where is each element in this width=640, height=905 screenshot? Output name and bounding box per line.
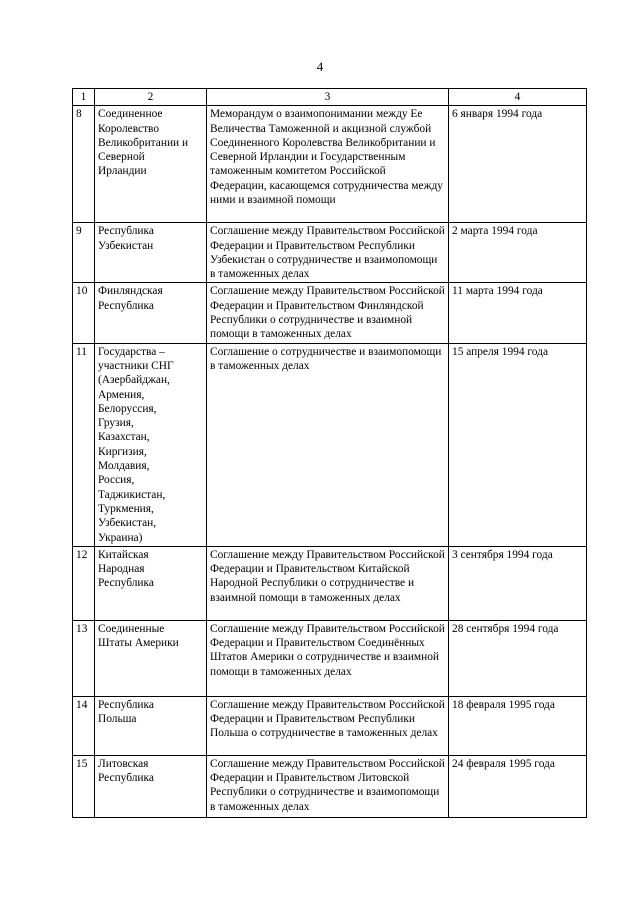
date-cell: 18 февраля 1995 года [449,696,587,755]
row-number: 9 [73,223,95,283]
column-header: 3 [207,89,449,106]
column-header: 4 [449,89,587,106]
row-number: 14 [73,696,95,755]
table-row [73,223,587,283]
row-number: 13 [73,620,95,696]
treaties-table [72,88,587,818]
table-row [73,755,587,817]
date-cell: 2 марта 1994 года [449,223,587,283]
country-cell: Литовская Республика [95,755,207,817]
agreement-cell: Соглашение между Правительством Российской Федерации и Правительством Китайской Народной Республики о сотрудничестве и взаимной помощи в таможенных делах [207,546,449,620]
row-number: 8 [73,106,95,223]
column-header: 1 [73,89,95,106]
agreement-cell: Соглашение между Правительством Российской Федерации и Правительством Финляндской Республики о сотрудничестве и взаимной помощи в таможенных делах [207,283,449,343]
agreement-cell: Соглашение между Правительством Российской Федерации и Правительством Республики Польша о сотрудничестве в таможенных делах [207,696,449,755]
country-cell: Республика Польша [95,696,207,755]
date-cell: 6 января 1994 года [449,106,587,223]
date-cell: 15 апреля 1994 года [449,343,587,546]
agreement-cell: Соглашение между Правительством Российской Федерации и Правительством Республики Узбекистан о сотрудничестве и взаимопомощи в таможенных делах [207,223,449,283]
date-cell: 11 марта 1994 года [449,283,587,343]
country-cell: Республика Узбекистан [95,223,207,283]
table-row [73,106,587,223]
table-row [73,620,587,696]
date-cell: 3 сентября 1994 года [449,546,587,620]
agreement-cell: Соглашение между Правительством Российской Федерации и Правительством Соединённых Штатов Америки о сотрудничестве и взаимной помощи в таможенных делах [207,620,449,696]
table-row [73,283,587,343]
row-number: 15 [73,755,95,817]
agreement-cell: Соглашение о сотрудничестве и взаимопомощи в таможенных делах [207,343,449,546]
agreement-cell: Меморандум о взаимопонимании между Ее Величества Таможенной и акцизной службой Соединенного Королевства Великобритании и Северной Ирландии и Государственным таможенным комитетом Российской Федерации, касающемся сотрудничества между ними и взаимной помощи [207,106,449,223]
row-number: 12 [73,546,95,620]
table-row [73,546,587,620]
date-cell: 24 февраля 1995 года [449,755,587,817]
table-row [73,343,587,546]
country-cell: Финляндская Республика [95,283,207,343]
country-cell: Государства – участники СНГ (Азербайджан, Армения, Белоруссия, Грузия, Казахстан, Киргизия, Молдавия, Россия, Таджикистан, Туркмения, Узбекистан, Украина) [95,343,207,546]
date-cell: 28 сентября 1994 года [449,620,587,696]
country-cell: Китайская Народная Республика [95,546,207,620]
table-row [73,696,587,755]
row-number: 10 [73,283,95,343]
agreement-cell: Соглашение между Правительством Российской Федерации и Правительством Литовской Республики о сотрудничестве и взаимопомощи в таможенных делах [207,755,449,817]
country-cell: Соединенное Королевство Великобритании и Северной Ирландии [95,106,207,223]
page-number: 4 [316,59,324,74]
table-header-row [73,89,587,106]
row-number: 11 [73,343,95,546]
country-cell: Соединенные Штаты Америки [95,620,207,696]
column-header: 2 [95,89,207,106]
